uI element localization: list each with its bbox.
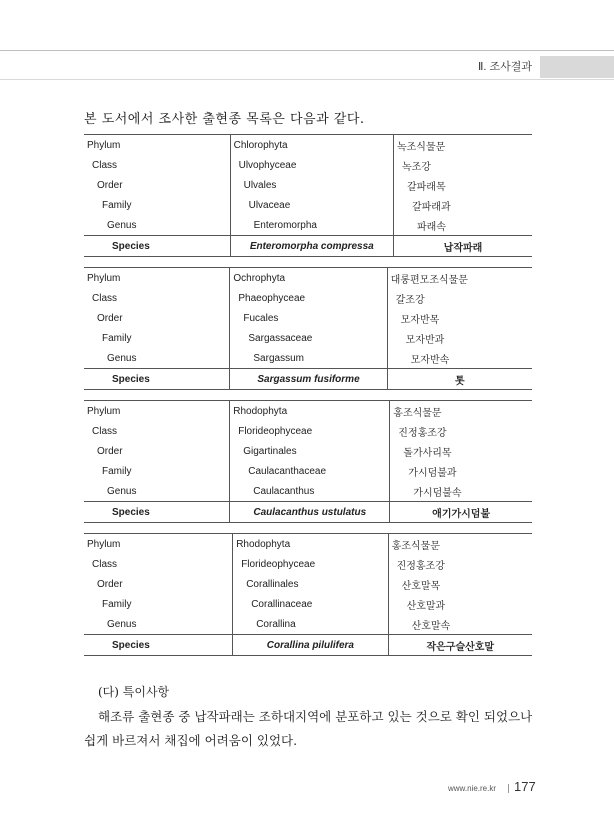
korean-name-cell: 산호말과 — [388, 594, 532, 614]
table-row — [84, 175, 532, 195]
korean-name-cell: 가시덤불속 — [390, 481, 532, 502]
rank-cell: Genus — [107, 485, 137, 497]
rank-cell: Phylum — [84, 401, 230, 422]
taxonomy-table — [84, 134, 532, 257]
korean-name-cell: 진정홍조강 — [388, 554, 532, 574]
table-row — [84, 594, 532, 614]
rank-cell: Species — [84, 369, 230, 390]
rank-cell: Phylum — [84, 135, 230, 156]
latin-name-cell: Phaeophyceae — [230, 288, 387, 308]
footer-separator — [508, 784, 509, 793]
latin-name-cell: Rhodophyta — [230, 401, 390, 422]
table-row — [84, 348, 532, 369]
latin-name-cell: Corallinales — [233, 574, 388, 594]
korean-name-cell: 갈파래목 — [393, 175, 532, 195]
table-row — [84, 441, 532, 461]
rank-cell: Genus — [107, 352, 137, 364]
table-row — [84, 574, 532, 594]
species-row — [84, 502, 532, 523]
korean-name-cell: 갈파래과 — [393, 195, 532, 215]
rank-cell: Phylum — [84, 534, 233, 555]
notes-body — [84, 705, 536, 753]
rank-cell: Species — [84, 635, 233, 656]
rank-cell: Order — [97, 578, 123, 590]
page-number: 177 — [514, 779, 536, 794]
rank-cell: Order — [97, 179, 123, 191]
taxonomy-table — [84, 267, 532, 390]
taxonomy-table — [84, 400, 532, 523]
rank-cell: Family — [102, 465, 132, 477]
intro-sentence: 본 도서에서 조사한 출현종 목록은 다음과 같다. — [84, 112, 365, 127]
latin-name-cell: Corallinaceae — [233, 594, 388, 614]
species-row — [84, 635, 532, 656]
species-row — [84, 236, 532, 257]
notes-line-1: 해조류 출현종 중 납작파래는 조하대지역에 분포하고 있는 것으로 확인 되었으나 — [98, 709, 533, 724]
korean-name-cell: 녹조식물문 — [393, 135, 532, 156]
rank-cell: Order — [97, 445, 123, 457]
latin-name-cell: Caulacanthus ustulatus — [230, 502, 390, 523]
korean-name-cell: 모자반과 — [387, 328, 532, 348]
notes-line-2: 쉽게 바르져서 채집에 어려움이 있었다. — [84, 733, 298, 748]
table-row — [84, 155, 532, 175]
korean-name-cell: 모자반속 — [387, 348, 532, 369]
korean-name-cell: 홍조식물문 — [390, 401, 532, 422]
taxonomy-table — [84, 533, 532, 656]
table-row — [84, 421, 532, 441]
latin-name-cell: Ochrophyta — [230, 268, 387, 289]
korean-name-cell: 홍조식물문 — [388, 534, 532, 555]
latin-name-cell: Sargassaceae — [230, 328, 387, 348]
korean-name-cell: 파래속 — [393, 215, 532, 236]
latin-name-cell: Gigartinales — [230, 441, 390, 461]
rank-cell: Genus — [107, 618, 137, 630]
rank-cell: Species — [84, 236, 230, 257]
rank-cell: Family — [102, 199, 132, 211]
table-row — [84, 135, 532, 156]
table-row — [84, 401, 532, 422]
latin-name-cell: Fucales — [230, 308, 387, 328]
korean-name-cell: 애기가시덤불 — [390, 502, 532, 523]
latin-name-cell: Enteromorpha compressa — [230, 236, 393, 257]
latin-name-cell: Sargassum fusiforme — [230, 369, 387, 390]
table-row — [84, 328, 532, 348]
rank-cell: Genus — [107, 219, 137, 231]
korean-name-cell: 돌가사리목 — [390, 441, 532, 461]
section-label: Ⅱ. 조사결과 — [477, 61, 533, 73]
table-row — [84, 195, 532, 215]
latin-name-cell: Enteromorpha — [230, 215, 393, 236]
section-tab — [540, 56, 614, 78]
table-row — [84, 308, 532, 328]
table-row — [84, 288, 532, 308]
latin-name-cell: Caulacanthaceae — [230, 461, 390, 481]
latin-name-cell: Ulvaceae — [230, 195, 393, 215]
korean-name-cell: 갈조강 — [387, 288, 532, 308]
table-row — [84, 215, 532, 236]
rank-cell: Phylum — [84, 268, 230, 289]
korean-name-cell: 모자반목 — [387, 308, 532, 328]
rank-cell: Class — [92, 425, 118, 437]
latin-name-cell: Florideophyceae — [230, 421, 390, 441]
latin-name-cell: Caulacanthus — [230, 481, 390, 502]
table-row — [84, 554, 532, 574]
latin-name-cell: Chlorophyta — [230, 135, 393, 156]
korean-name-cell: 가시덤불과 — [390, 461, 532, 481]
korean-name-cell: 진정홍조강 — [390, 421, 532, 441]
latin-name-cell: Corallina — [233, 614, 388, 635]
rank-cell: Class — [92, 292, 118, 304]
latin-name-cell: Ulvophyceae — [230, 155, 393, 175]
rank-cell: Family — [102, 332, 132, 344]
table-row — [84, 534, 532, 555]
korean-name-cell: 톳 — [387, 369, 532, 390]
header-divider — [0, 79, 614, 80]
rank-cell: Order — [97, 312, 123, 324]
latin-name-cell: Corallina pilulifera — [233, 635, 388, 656]
header-rule — [0, 50, 614, 51]
table-row — [84, 481, 532, 502]
table-row — [84, 268, 532, 289]
korean-name-cell: 녹조강 — [393, 155, 532, 175]
rank-cell: Family — [102, 598, 132, 610]
notes-title: (다) 특이사항 — [98, 685, 170, 699]
korean-name-cell: 작은구슬산호말 — [388, 635, 532, 656]
rank-cell: Class — [92, 159, 118, 171]
rank-cell: Class — [92, 558, 118, 570]
latin-name-cell: Florideophyceae — [233, 554, 388, 574]
table-row — [84, 461, 532, 481]
korean-name-cell: 산호말목 — [388, 574, 532, 594]
species-row — [84, 369, 532, 390]
korean-name-cell: 납작파래 — [393, 236, 532, 257]
latin-name-cell: Rhodophyta — [233, 534, 388, 555]
rank-cell: Species — [84, 502, 230, 523]
korean-name-cell: 산호말속 — [388, 614, 532, 635]
table-row — [84, 614, 532, 635]
latin-name-cell: Ulvales — [230, 175, 393, 195]
footer-website: www.nie.re.kr — [448, 784, 497, 793]
korean-name-cell: 대롱편모조식물문 — [387, 268, 532, 289]
latin-name-cell: Sargassum — [230, 348, 387, 369]
